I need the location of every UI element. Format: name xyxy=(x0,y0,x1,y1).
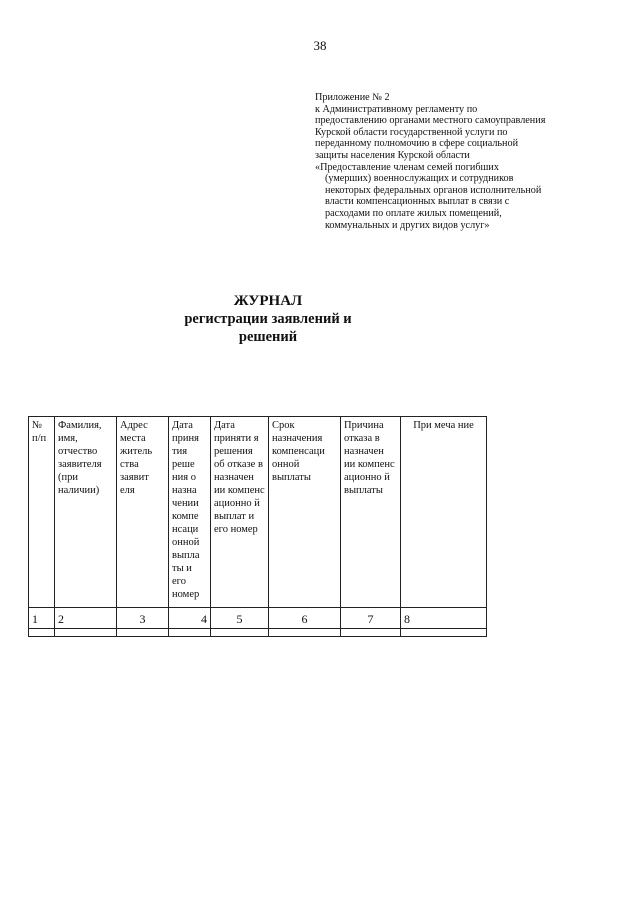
column-header-number: № п/п xyxy=(29,417,55,608)
empty-cell xyxy=(55,629,117,637)
column-number-cell: 3 xyxy=(117,608,169,629)
empty-cell xyxy=(341,629,401,637)
column-number-cell: 4 xyxy=(169,608,211,629)
appendix-line: (умерших) военнослужащих и сотрудников xyxy=(325,173,514,185)
empty-cell xyxy=(169,629,211,637)
journal-subtitle-line-2: решений xyxy=(238,329,298,345)
appendix-line: к Административному регламенту по xyxy=(315,103,478,115)
table-header-row xyxy=(29,417,487,608)
table-row xyxy=(29,608,487,629)
appendix-line: Приложение № 2 xyxy=(315,92,390,103)
appendix-line: коммунальных и других видов услуг» xyxy=(325,219,490,231)
column-number-cell: 8 xyxy=(401,608,487,629)
appendix-line: расходами по оплате жилых помещений, xyxy=(325,207,502,219)
column-number-cell: 1 xyxy=(29,608,55,629)
empty-cell xyxy=(29,629,55,637)
appendix-line: предоставлению органами местного самоуправления xyxy=(315,115,546,127)
journal-heading xyxy=(168,292,368,346)
empty-cell xyxy=(211,629,269,637)
appendix-line: переданному полномочию в сфере социальной xyxy=(315,138,519,150)
column-number-cell: 7 xyxy=(341,608,401,629)
column-header-assignment-date: Дата приня тия реше ния о назна чении компе нсаци онной выпла ты и его номер xyxy=(169,417,211,608)
appendix-line: власти компенсационных выплат в связи с xyxy=(325,196,510,208)
appendix-line: Курской области государственной услуги по xyxy=(315,126,508,138)
registry-table xyxy=(28,416,487,637)
column-header-refusal-reason: Причина отказа в назначен ии компенс ационно й выплаты xyxy=(341,417,401,608)
journal-subtitle-line-1: регистрации заявлений и xyxy=(184,311,352,327)
appendix-line: некоторых федеральных органов исполнительной xyxy=(325,184,542,196)
table-row xyxy=(29,629,487,637)
column-number-cell: 5 xyxy=(211,608,269,629)
journal-title: ЖУРНАЛ xyxy=(233,293,303,309)
column-number-cell: 6 xyxy=(269,608,341,629)
column-header-full-name: Фамилия, имя, отчество заявителя (при наличии) xyxy=(55,417,117,608)
empty-cell xyxy=(117,629,169,637)
column-header-note: При меча ние xyxy=(401,417,487,608)
appendix-block xyxy=(315,92,615,231)
column-header-refusal-date: Дата приняти я решения об отказе в назначен ии компенс ационно й выплат и его номер xyxy=(211,417,269,608)
column-header-address: Адрес места житель ства заявит еля xyxy=(117,417,169,608)
appendix-line: защиты населения Курской области xyxy=(315,149,470,161)
column-header-payment-term: Срок назначения компенсаци онной выплаты xyxy=(269,417,341,608)
column-number-cell: 2 xyxy=(55,608,117,629)
empty-cell xyxy=(401,629,487,637)
appendix-line: «Предоставление членам семей погибших xyxy=(315,161,499,173)
empty-cell xyxy=(269,629,341,637)
page-number: 38 xyxy=(313,38,327,53)
